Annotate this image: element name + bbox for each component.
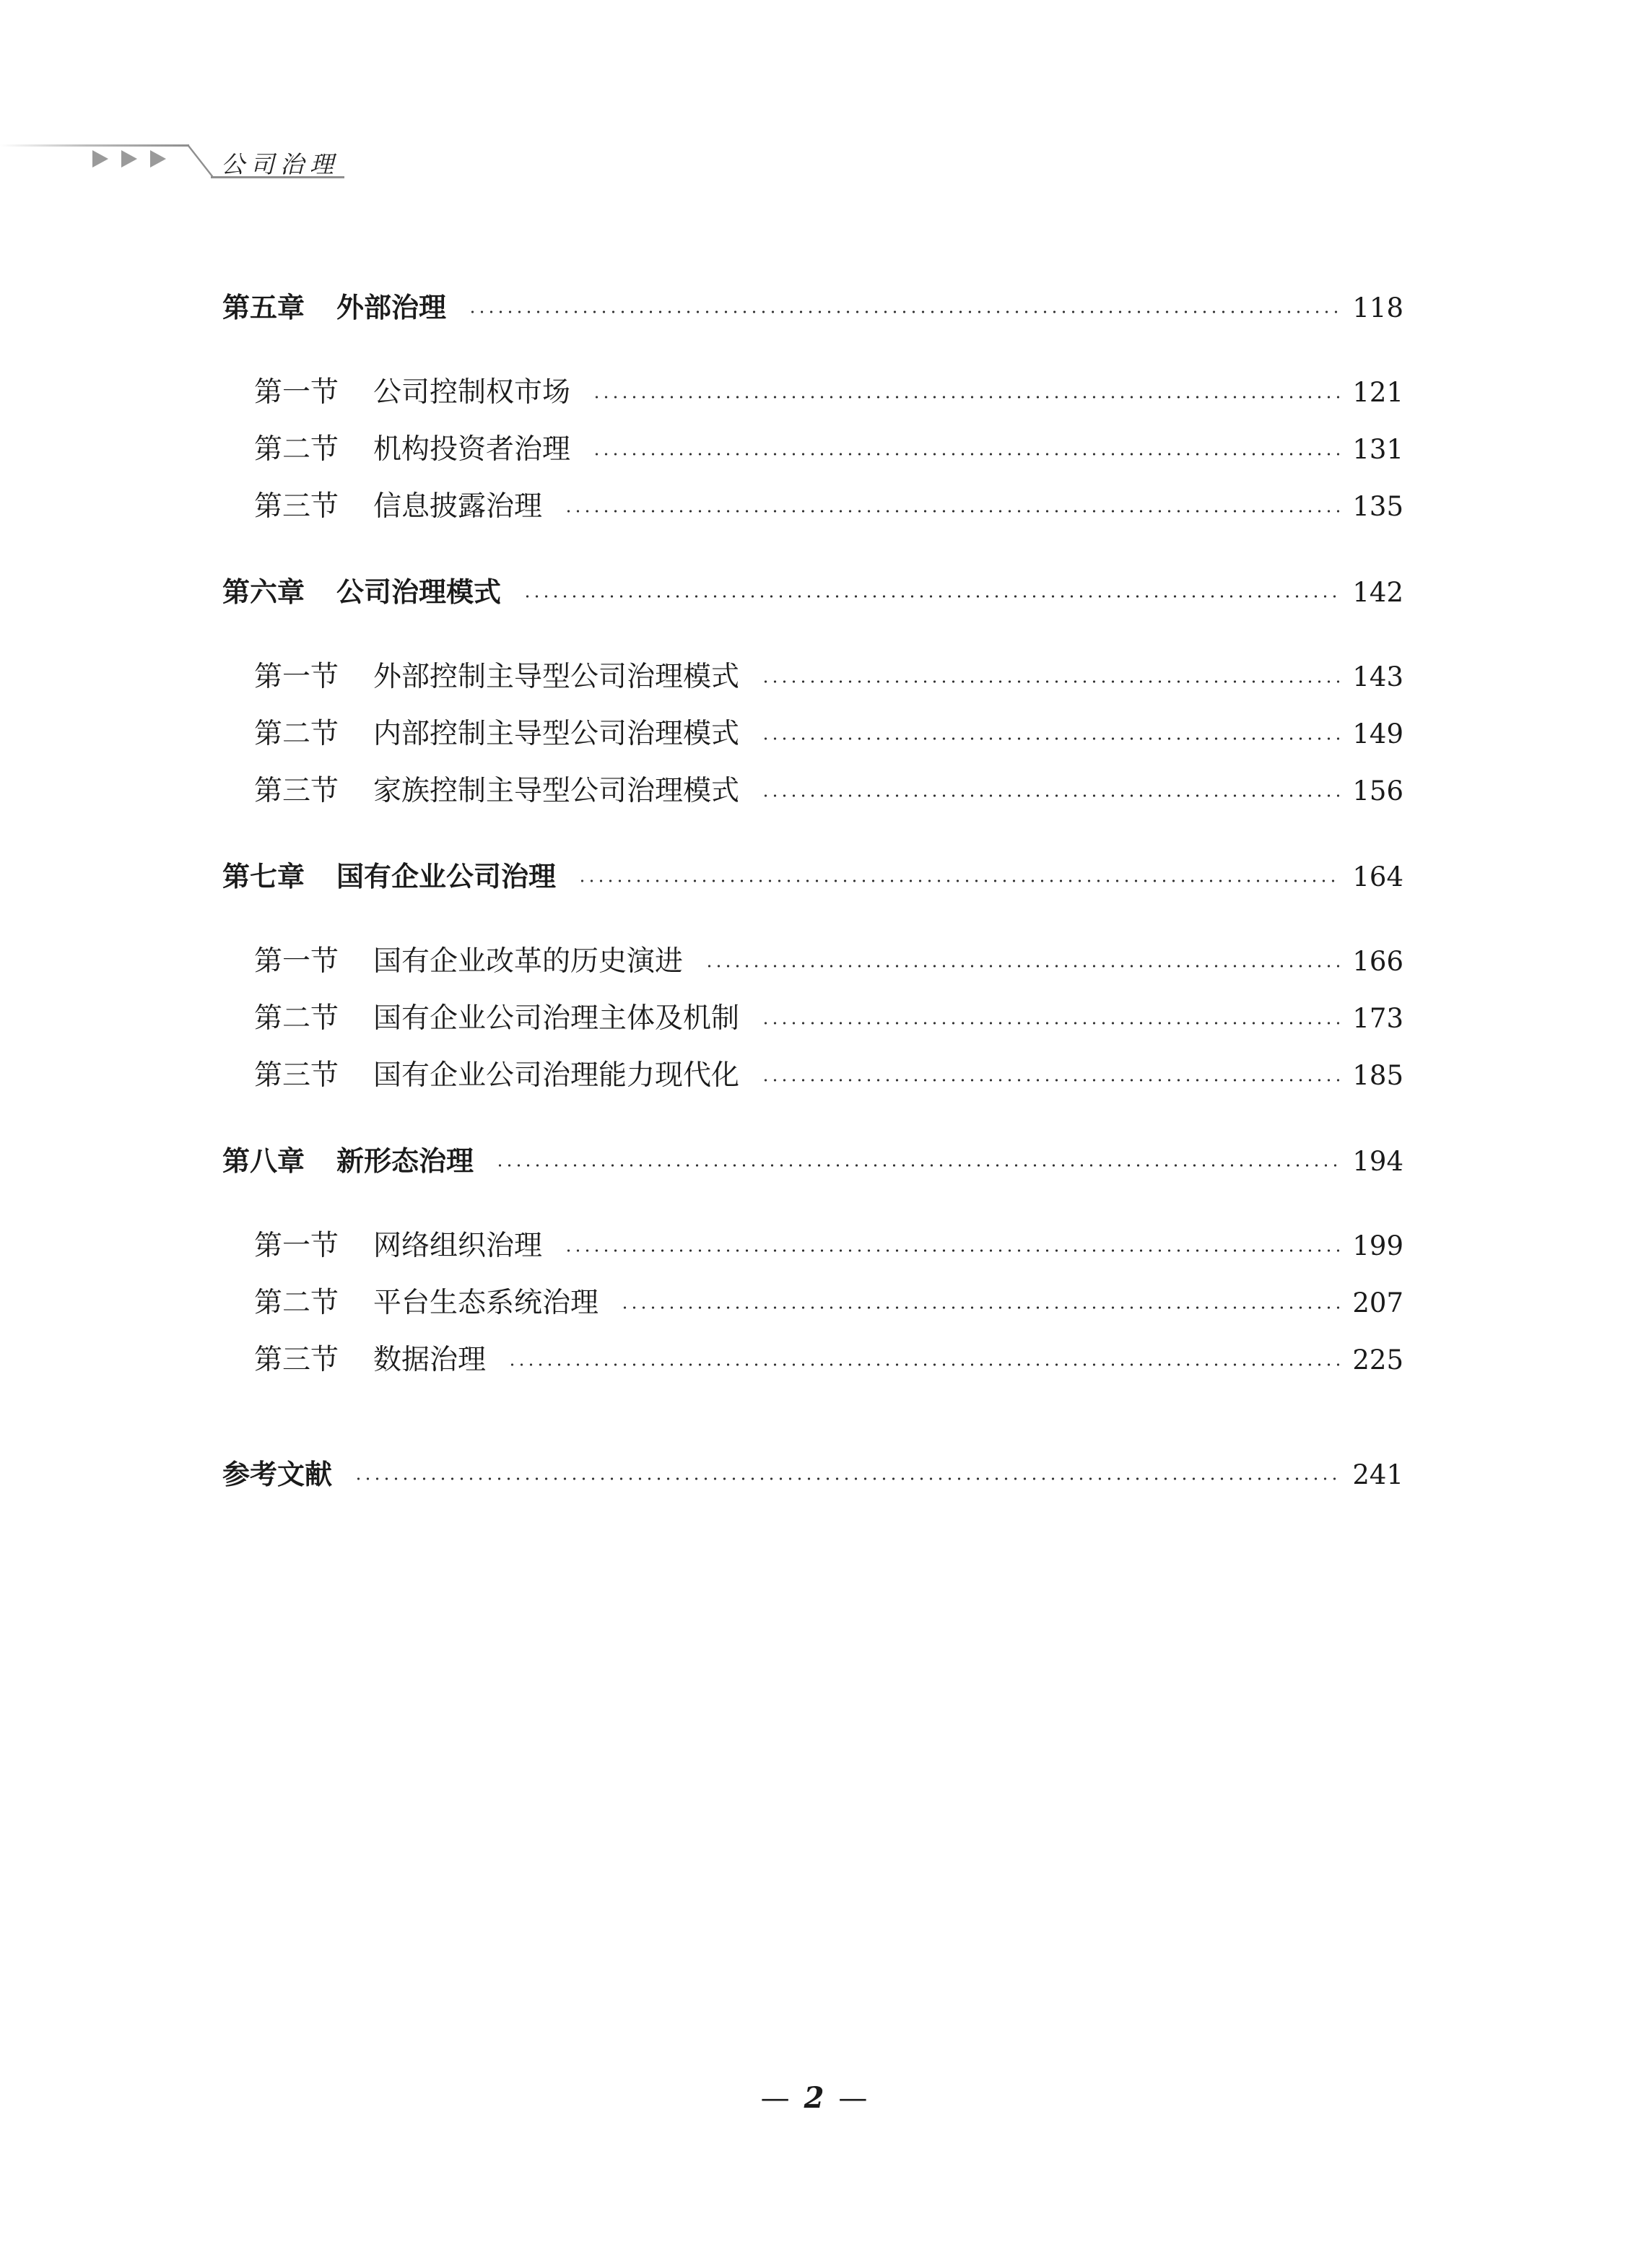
toc-title: 国有企业公司治理主体及机制 (373, 1002, 740, 1035)
dot-leader (761, 794, 1339, 797)
toc-section (254, 371, 1403, 414)
toc-number: 第三节 (254, 1344, 339, 1376)
toc-page: 225 (1352, 1344, 1403, 1376)
running-header-title: 公司治理 (221, 150, 339, 178)
toc-page: 143 (1352, 661, 1403, 692)
toc-title: 国有企业公司治理能力现代化 (373, 1059, 740, 1092)
toc-number: 第一节 (254, 1230, 339, 1262)
toc-number: 参考文献 (222, 1459, 333, 1490)
toc-section (254, 1054, 1403, 1098)
toc-section (254, 656, 1403, 699)
page-number: 2 (804, 2081, 824, 2115)
dot-leader (761, 1079, 1339, 1082)
toc-number: 第一节 (254, 945, 339, 978)
toc-page: 241 (1352, 1459, 1403, 1490)
dot-leader (761, 737, 1339, 740)
toc-number: 第八章 (222, 1145, 305, 1177)
toc-section (254, 997, 1403, 1040)
toc-section (254, 770, 1403, 813)
toc-title: 国有企业公司治理 (336, 861, 557, 892)
footer-dash: — (838, 2082, 868, 2115)
dot-leader (495, 1164, 1339, 1167)
toc-section (254, 1339, 1403, 1382)
toc-page: 164 (1352, 861, 1403, 892)
toc-title: 内部控制主导型公司治理模式 (373, 718, 740, 750)
toc-page: 207 (1352, 1287, 1403, 1318)
toc-page: 194 (1352, 1146, 1403, 1177)
toc-chapter (222, 855, 1403, 898)
toc-title: 数据治理 (373, 1344, 487, 1376)
dot-leader (354, 1477, 1339, 1480)
toc-section (254, 485, 1403, 529)
dot-leader (761, 1022, 1339, 1025)
toc-page: 199 (1352, 1230, 1403, 1261)
dot-leader (468, 310, 1339, 313)
toc-page: 156 (1352, 775, 1403, 807)
toc-title: 新形态治理 (336, 1145, 474, 1177)
toc-number: 第三节 (254, 490, 339, 523)
toc-page: 135 (1352, 491, 1403, 522)
dot-leader (523, 595, 1339, 598)
toc-chapter (222, 1139, 1403, 1183)
dot-leader (564, 510, 1339, 513)
toc-number: 第一节 (254, 661, 339, 693)
toc-section (254, 1225, 1403, 1268)
dot-leader (705, 965, 1339, 968)
toc-section (254, 428, 1403, 472)
toc-title: 公司控制权市场 (373, 376, 571, 409)
toc-title: 国有企业改革的历史演进 (373, 945, 684, 978)
toc-title: 公司治理模式 (336, 576, 502, 608)
dot-leader (592, 396, 1339, 399)
toc-number: 第六章 (222, 576, 305, 608)
dot-leader (620, 1306, 1339, 1309)
page-number-footer (0, 2081, 1628, 2115)
toc-number: 第一节 (254, 376, 339, 409)
toc-page: 149 (1352, 718, 1403, 750)
footer-dash: — (760, 2082, 790, 2115)
toc-number: 第二节 (254, 1287, 339, 1319)
toc-number: 第二节 (254, 433, 339, 466)
dot-leader (578, 879, 1339, 882)
dot-leader (508, 1363, 1339, 1366)
toc-references (222, 1453, 1403, 1496)
toc-title: 网络组织治理 (373, 1230, 543, 1262)
toc-title: 信息披露治理 (373, 490, 543, 523)
toc-number: 第三节 (254, 775, 339, 807)
toc-page: 131 (1352, 434, 1403, 465)
toc-page: 185 (1352, 1060, 1403, 1091)
toc-number: 第七章 (222, 861, 305, 892)
toc-title: 外部控制主导型公司治理模式 (373, 661, 740, 693)
toc-number: 第二节 (254, 1002, 339, 1035)
toc-section (254, 713, 1403, 756)
toc-section (254, 940, 1403, 983)
toc-number: 第五章 (222, 292, 305, 323)
toc-page: 142 (1352, 577, 1403, 608)
toc-page: 121 (1352, 377, 1403, 408)
toc-number: 第二节 (254, 718, 339, 750)
dot-leader (761, 680, 1339, 683)
toc-section (254, 1282, 1403, 1325)
toc-title: 平台生态系统治理 (373, 1287, 599, 1319)
toc-title: 机构投资者治理 (373, 433, 571, 466)
toc-title: 家族控制主导型公司治理模式 (373, 775, 740, 807)
dot-leader (564, 1249, 1339, 1252)
toc-page: 173 (1352, 1003, 1403, 1034)
toc-title: 外部治理 (336, 292, 447, 323)
toc-chapter (222, 570, 1403, 614)
toc-page: 118 (1352, 292, 1403, 323)
toc-page: 166 (1352, 946, 1403, 977)
toc-chapter (222, 286, 1403, 329)
dot-leader (592, 453, 1339, 456)
toc-number: 第三节 (254, 1059, 339, 1092)
